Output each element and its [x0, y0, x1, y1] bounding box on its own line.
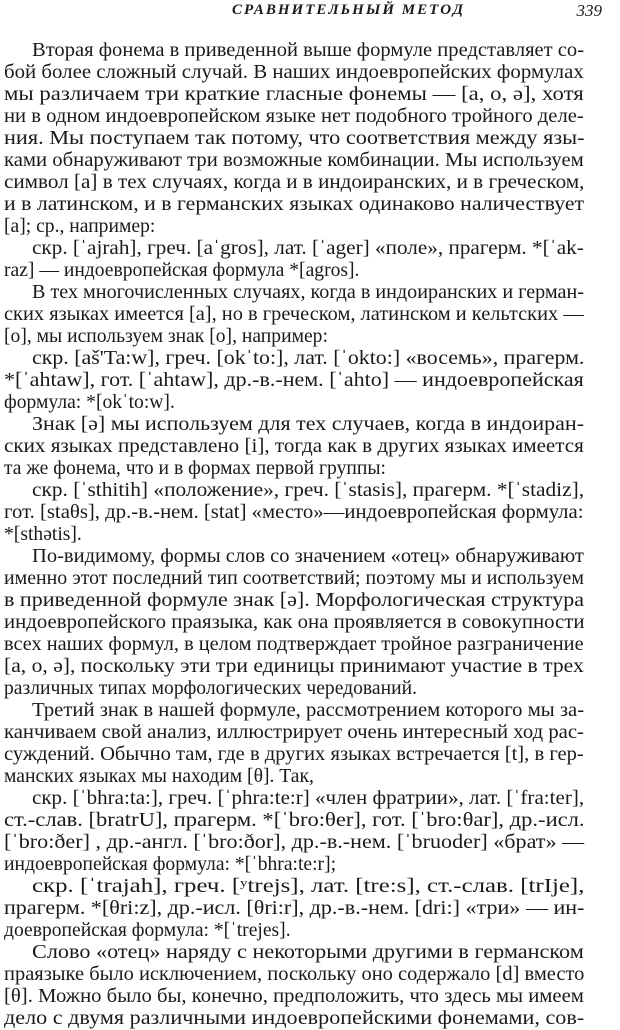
- text-line: [a, o, ə], поскольку эти три единицы принимают участие в трех: [4, 656, 584, 677]
- text-line: *[ˈahtaw], гот. [ˈahtaw], др.-в.-нем. [ˈahto] — индоевропейская: [4, 370, 584, 391]
- running-head: [0, 0, 620, 24]
- text-line: скр. [ˈbhra:ta:], греч. [ˈphra:te:r] «член фратрии», лат. [ˈfra:ter],: [32, 788, 585, 809]
- running-title: СРАВНИТЕЛЬНЫЙ МЕТОД: [232, 2, 465, 18]
- text-line: В тех многочисленных случаях, когда в индоиранских и герман-: [32, 282, 584, 303]
- text-line: и в латинском, и в германских языках одинаково наличествует: [4, 194, 585, 215]
- text-line: Третий знак в нашей формуле, рассмотрением которого мы за-: [32, 700, 585, 721]
- text-line: [θ]. Можно было бы, конечно, предположить, что здесь мы имеем: [4, 986, 584, 1007]
- text-line: ния. Мы поступаем так потому, что соответствия между язы-: [4, 128, 585, 149]
- text-line: индоевропейская формула: *[ˈbhra:te:r];: [4, 854, 337, 875]
- text-line: [o], мы используем знак [o], например:: [4, 326, 328, 347]
- text-line: индоевропейского праязыка, как она проявляется в совокупности: [4, 612, 585, 633]
- text-line: ками обнаруживают три возможные комбинации. Мы используем: [4, 150, 584, 171]
- text-line: По-видимому, формы слов со значением «отец» обнаруживают: [32, 546, 584, 567]
- text-line: Слово «отец» наряду с некоторыми другими в германском: [32, 942, 584, 963]
- text-line: формула: *[okˈto:w].: [4, 392, 175, 413]
- text-line: мы различаем три краткие гласные фонемы — [a, o, ə], хотя: [4, 84, 584, 105]
- text-line: суждений. Обычно там, где в других языках встречается [t], в гер-: [4, 744, 584, 765]
- text-line: Вторая фонема в приведенной выше формуле представляет со-: [32, 40, 585, 61]
- text-line: гот. [staθs], др.-в.-нем. [stat] «место»—индоевропейская формула:: [4, 502, 584, 523]
- text-line: в приведенной формуле знак [ə]. Морфологическая структура: [4, 590, 585, 611]
- text-line: канчиваем свой анализ, иллюстрирует очень интересный ход рас-: [4, 722, 584, 743]
- text-line: скр. [aš'Ta:w], греч. [okˈto:], лат. [ˈokto:] «восемь», прагерм.: [32, 348, 585, 369]
- text-line: различных типах морфологических чередований.: [4, 678, 417, 699]
- text-line: прагерм. *[θri:z], др.-исл. [θri:r], др.-в.-нем. [dri:] «три» — ин-: [4, 898, 585, 919]
- text-line: *[sthətis].: [4, 524, 82, 545]
- text-line: бой более сложный случай. В наших индоевропейских формулах: [4, 62, 584, 83]
- text-line: ских языках представлено [i], тогда как в других языках имеется: [4, 436, 584, 457]
- text-line: та же фонема, что и в формах первой группы:: [4, 458, 386, 479]
- text-line: Знак [ə] мы используем для тех случаев, когда в индоиран-: [32, 414, 585, 435]
- text-line: ни в одном индоевропейском языке нет подобного тройного деле-: [4, 106, 584, 127]
- text-line: raz] — индоевропейская формула *[agros].: [4, 260, 360, 281]
- text-line: скр. [ˈajrah], греч. [aˈgros], лат. [ˈager] «поле», прагерм. *[ˈak-: [32, 238, 584, 259]
- text-line: скр. [ˈtrajah], греч. [ʸtrejs], лат. [tre:s], ст.-слав. [trIje],: [32, 876, 585, 897]
- page-number: 339: [576, 1, 602, 20]
- text-line: [a]; ср., например:: [4, 216, 156, 237]
- text-line: скр. [ˈsthitih] «положение», греч. [ˈstasis], прагерм. *[ˈstadiz],: [32, 480, 585, 501]
- text-line: дело с двумя различными индоевропейскими фонемами, сов-: [4, 1008, 585, 1029]
- text-line: ст.-слав. [bratrU], прагерм. *[ˈbro:θer], гот. [ˈbro:θar], др.-исл.: [4, 810, 585, 831]
- text-line: манских языках мы находим [θ]. Так,: [4, 766, 314, 787]
- text-line: символ [a] в тех случаях, когда и в индоиранских, и в греческом,: [4, 172, 585, 193]
- text-line: праязыке было исключением, поскольку оно содержало [d] вместо: [4, 964, 585, 985]
- text-line: [ˈbro:ðer] , др.-англ. [ˈbro:ðor], др.-в.-нем. [ˈbruoder] «брат» —: [4, 832, 585, 853]
- text-line: доевропейская формула: *[ˈtrejes].: [4, 920, 291, 941]
- text-line: всех наших формул, в целом подтверждает тройное разграничение: [4, 634, 584, 655]
- text-line: ских языках имеется [a], но в греческом, латинском и кельтских —: [4, 304, 584, 325]
- text-line: именно этот последний тип соответствий; поэтому мы и используем: [4, 568, 584, 589]
